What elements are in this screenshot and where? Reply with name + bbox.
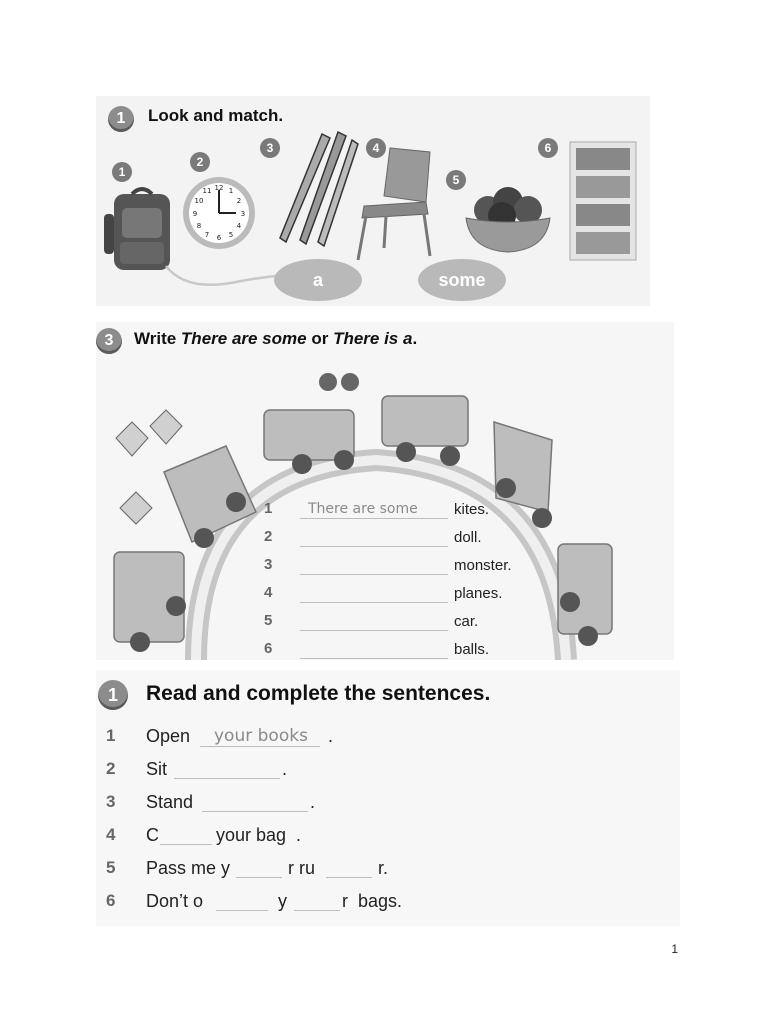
sentence-part: . [328,726,334,746]
clock-number: 9 [192,210,198,218]
write-sentences-section [96,322,674,660]
answer-line[interactable] [300,518,448,519]
option-some[interactable]: some [418,259,506,301]
row-number: 5 [106,858,116,877]
answer-line[interactable] [236,877,282,878]
sentence-part: C [146,825,159,845]
read-and-complete-section [96,670,680,926]
item-number: 6 [538,138,558,158]
row-number: 1 [264,500,273,517]
exercise-title: Read and complete the sentences. [146,682,491,705]
exercise-title: Write There are some or There is a. [134,329,418,348]
sentence-end: kites. [454,501,490,518]
answer-line[interactable] [160,844,212,845]
sentence-part: bags. [358,891,403,911]
answer-line[interactable] [300,546,448,547]
sentence-part: Don’t o [146,891,204,911]
row-number: 3 [106,792,116,811]
clock-number: 2 [236,197,242,205]
sentence-part: . [310,792,316,812]
clock-number: 3 [240,210,246,218]
row-number: 1 [106,726,116,745]
sentence-part: Stand [146,792,194,812]
sentence-part: Pass me y [146,858,231,878]
answer-line[interactable] [294,910,340,911]
item-number: 1 [112,162,132,182]
clock-number: 10 [194,197,204,205]
sentence-part: r [342,891,348,911]
answer-text: There are some [308,501,418,517]
look-and-match-section [96,96,650,306]
item-number: 2 [190,152,210,172]
sentence-part: your bag [216,825,287,845]
clock-number: 4 [236,222,242,230]
answer-line[interactable] [300,574,448,575]
apple-bowl-icon [462,178,554,254]
clock-number: 7 [204,231,210,239]
answer-line[interactable] [216,910,268,911]
clock-number: 1 [228,187,234,195]
answer-text: your books [214,726,308,746]
chair-icon [356,144,436,264]
sentence-part: Sit [146,759,168,779]
exercise-title: Look and match. [148,106,284,125]
pencils-icon [272,130,362,250]
sentence-end: monster. [454,557,512,574]
answer-line[interactable] [300,602,448,603]
row-number: 4 [264,584,273,601]
row-number: 5 [264,612,273,629]
bookcase-icon [568,140,638,262]
sentence-end: car. [454,613,479,630]
option-a[interactable]: a [274,259,362,301]
answer-line[interactable] [300,630,448,631]
answer-line[interactable] [200,746,320,747]
sentence-end: doll. [454,529,482,546]
row-number: 4 [106,825,116,844]
row-number: 3 [264,556,273,573]
answer-line[interactable] [174,778,280,779]
row-number: 6 [106,891,116,910]
clock-number: 11 [202,187,212,195]
answer-line[interactable] [300,658,448,659]
clock-icon [180,174,258,252]
clock-number: 6 [216,234,222,242]
sentence-end: planes. [454,585,503,602]
sentence-end: balls. [454,641,490,658]
item-number: 3 [260,138,280,158]
item-number: 5 [446,170,466,190]
exercise-badge: 1 [98,680,128,710]
item-number: 4 [366,138,386,158]
clock-number: 8 [196,222,202,230]
sentence-part: . [296,825,302,845]
sentence-part: y [278,891,287,911]
sentence-part: r ru [288,858,315,878]
clock-number: 5 [228,231,234,239]
row-number: 2 [106,759,116,778]
sentence-part: . [282,759,288,779]
exercise-badge: 1 [108,106,134,132]
page-number: 1 [671,942,678,956]
sentence-part: Open [146,726,191,746]
row-number: 2 [264,528,273,545]
row-number: 6 [264,640,273,657]
answer-line[interactable] [202,811,308,812]
exercise-badge: 3 [96,328,122,354]
sentence-part: r. [378,858,389,878]
clock-number: 12 [214,184,224,192]
answer-line[interactable] [326,877,372,878]
